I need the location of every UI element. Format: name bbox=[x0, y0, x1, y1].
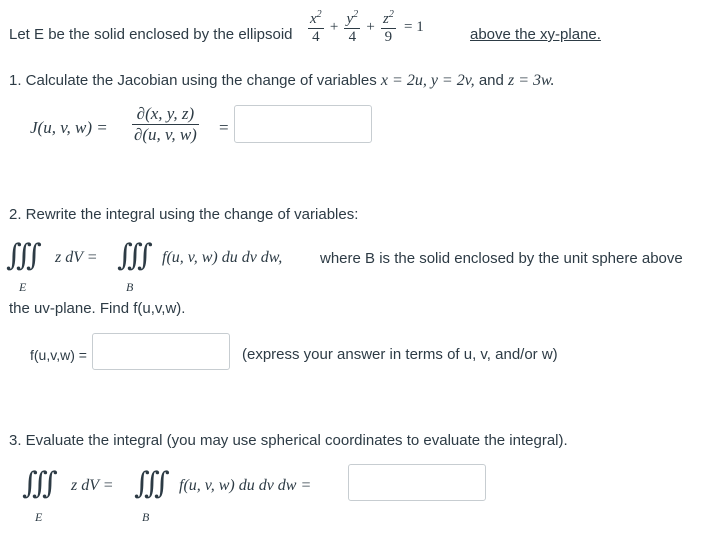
q2-tail: where B is the solid enclosed by the unit sphere above bbox=[320, 250, 683, 267]
q3-region-b: B bbox=[142, 510, 150, 524]
ellipsoid-equation: $\frac{x^2}{4}$ + $\frac{y^2}{4}$ + $\frac{z^2}{9}$ = 1 bbox=[310, 9, 424, 45]
q3-integral-lhs: z dV = bbox=[71, 477, 114, 494]
intro-prefix: Let E be the solid enclosed by the ellipsoid bbox=[9, 26, 293, 43]
q2-continuation: the uv-plane. Find f(u,v,w). bbox=[9, 300, 186, 317]
f-label: f(u,v,w) = bbox=[30, 347, 87, 363]
q2-text: 2. Rewrite the integral using the change of variables: bbox=[9, 206, 359, 223]
jacobian-lhs: J(u, v, w) = bbox=[30, 118, 108, 137]
q2-region-e: E bbox=[19, 280, 27, 294]
q2-integral-rhs: f(u, v, w) du dv dw, bbox=[162, 249, 283, 266]
q3-integral-rhs: f(u, v, w) du dv dw = bbox=[179, 477, 312, 494]
intro-suffix: above the xy-plane. bbox=[470, 26, 601, 43]
jacobian-answer-input[interactable] bbox=[234, 105, 372, 143]
triple-integral-icon: ∭ bbox=[22, 466, 52, 501]
q3-region-e: E bbox=[35, 510, 43, 524]
triple-integral-icon: ∭ bbox=[117, 238, 147, 273]
f-hint: (express your answer in terms of u, v, and/or w) bbox=[242, 346, 558, 363]
jacobian-fraction: $\frac{\partial(x, y, z)}{\partial(u, v, w)}$ bbox=[134, 104, 197, 144]
q2-region-b: B bbox=[126, 280, 134, 294]
triple-integral-icon: ∭ bbox=[134, 466, 164, 501]
f-answer-input[interactable] bbox=[92, 333, 230, 370]
q1-text: 1. Calculate the Jacobian using the change of variables x = 2u, y = 2v, and z = 3w. bbox=[9, 72, 555, 89]
q3-text: 3. Evaluate the integral (you may use spherical coordinates to evaluate the integral). bbox=[9, 432, 568, 449]
integral-answer-input[interactable] bbox=[348, 464, 486, 501]
triple-integral-icon: ∭ bbox=[6, 238, 36, 273]
q2-integral-lhs: z dV = bbox=[55, 249, 98, 266]
jacobian-equals: = bbox=[219, 118, 229, 137]
